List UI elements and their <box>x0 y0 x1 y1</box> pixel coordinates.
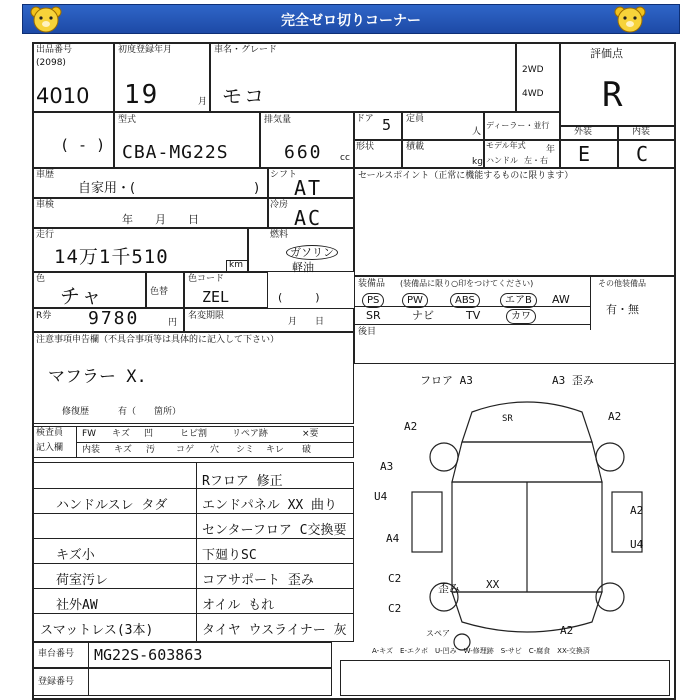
inspector-label2: 記入欄 <box>36 443 64 453</box>
displacement-label: 排気量 <box>264 115 292 125</box>
notes-row-line <box>32 513 354 514</box>
diag-label-13: A2 <box>560 624 574 637</box>
first-reg-value: 19 <box>124 80 160 110</box>
banner <box>22 4 680 34</box>
diag-label-6: A2 <box>630 504 644 517</box>
meishou-label: 名変期限 <box>188 311 225 321</box>
diag-label-4: A3 <box>380 460 394 473</box>
displacement-unit: cc <box>340 153 350 163</box>
interior-label: 内装 <box>632 127 651 137</box>
note-right-4: コアサポート 歪み <box>202 573 314 588</box>
inspector-int-kizu: キズ <box>114 445 132 455</box>
load-unit: kg <box>472 157 483 167</box>
equipment-row-line <box>354 324 590 325</box>
registration-label: 登録番号 <box>38 677 75 687</box>
diag-label-2: A2 <box>404 420 418 433</box>
wheel-front-left <box>430 443 458 471</box>
drive-2wd: 2WD <box>522 65 544 75</box>
equip-airbag: エアB <box>500 293 537 308</box>
usage-cell <box>32 168 268 198</box>
auction-sheet <box>32 42 676 700</box>
equipment-divider <box>590 276 591 330</box>
registration-divider <box>88 668 89 696</box>
inspector-burn: コゲ <box>176 445 195 455</box>
diagram-legend: A-キズ E-エクボ U-凹み W-修理跡 S-サビ C-腐食 XX-交換済 <box>372 647 590 655</box>
shift-label: シフト <box>270 170 298 180</box>
note-right-1: エンドパネル XX 曲り <box>202 498 338 513</box>
diag-label-8: U4 <box>630 538 644 551</box>
notes-title: 注意事項申告欄（不具合事項等は具体的に記入して下さい） <box>36 335 280 345</box>
equip-sr: SR <box>366 309 381 322</box>
dealer-stamp-cell <box>340 660 670 696</box>
car-hood-outline <box>462 402 592 442</box>
inspector-tear: 破 <box>302 445 312 455</box>
bear-mascot-icon <box>610 4 650 34</box>
grade-label: 評価点 <box>590 47 623 60</box>
note-left-6: スマットレス(3本) <box>40 623 154 638</box>
car-rear-outline <box>452 592 602 632</box>
drive-cell <box>516 42 560 112</box>
equip-tv: TV <box>466 309 481 322</box>
recycle-value: 9780 <box>88 308 140 329</box>
diag-label-12: C2 <box>388 602 402 615</box>
diag-label-10: 歪み <box>438 582 460 595</box>
color-code-label: 色コード <box>188 274 225 284</box>
diag-label-9: C2 <box>388 572 402 585</box>
mileage-value: 14万1千510 <box>54 246 169 268</box>
first-reg-label: 初度登録年月 <box>118 45 173 55</box>
inspector-dent: 凹 <box>144 429 154 439</box>
equip-abs: ABS <box>450 293 480 308</box>
equipment-row-line <box>354 306 590 307</box>
usage-value: 自家用・( <box>78 181 136 196</box>
inspector-replace: ×要 <box>302 429 319 439</box>
diag-label-1: A3 歪み <box>552 374 594 387</box>
lot-number: 4010 <box>36 84 90 108</box>
inspector-kizu: キズ <box>112 429 130 439</box>
wheel-front-right <box>596 443 624 471</box>
bear-mascot-icon <box>26 4 66 34</box>
selling-points-title: セールスポイント（正常に機能するものに限ります） <box>358 171 574 181</box>
inspector-label1: 検査員 <box>36 428 64 438</box>
car-windshield-outline <box>452 442 602 482</box>
year-unit: 年 <box>546 145 556 155</box>
load-label: 積載 <box>406 142 425 152</box>
notes-line1: マフラー X. <box>48 367 147 387</box>
diag-label-7: A4 <box>386 532 400 545</box>
grade-value: R <box>602 75 625 115</box>
type-label: 型式 <box>118 115 137 125</box>
selling-points-cell <box>354 168 676 276</box>
inspector-stain: シミ <box>236 445 255 455</box>
usage-label: 車歴 <box>36 170 55 180</box>
equip-pw: PW <box>402 293 428 308</box>
lot-label: 出品番号 <box>36 45 73 55</box>
color-label: 色 <box>36 274 46 284</box>
inspection-value: 年 月 日 <box>122 213 199 226</box>
chassis-label: 車台番号 <box>38 649 75 659</box>
doors-value: 5 <box>382 116 392 134</box>
note-right-0: Rフロア 修正 <box>202 474 283 489</box>
equipment-label: 装備品 <box>358 279 386 289</box>
note-right-5: オイル もれ <box>202 598 275 613</box>
inspector-hole: 穴 <box>210 445 220 455</box>
note-left-1: ハンドルスレ タダ <box>56 498 168 513</box>
inspector-repair: リペア跡 <box>232 429 268 439</box>
fuel-paren: ( ) <box>278 291 320 304</box>
handle-value: 左・右 <box>524 156 548 165</box>
model-label: 車名・グレード <box>214 45 278 55</box>
diag-label-11: XX <box>486 578 500 591</box>
note-left-3: キズ小 <box>56 548 95 563</box>
notes-row-line <box>32 488 354 489</box>
extras-label: その他装備品 <box>598 279 646 288</box>
note-left-5: 社外AW <box>56 598 98 613</box>
inspector-row-line <box>76 442 354 443</box>
diag-label-3: A2 <box>608 410 622 423</box>
color-change-label: 色替 <box>150 287 169 297</box>
inspector-fw: FW <box>82 429 97 439</box>
mileage-label: 走行 <box>36 230 55 240</box>
body-label: 形状 <box>356 142 375 152</box>
chassis-value: MG22S-603863 <box>94 646 203 664</box>
dealer-label: ディーラー・並行 <box>486 121 550 130</box>
ac-label: 冷房 <box>270 200 289 210</box>
notes-row-line <box>32 588 354 589</box>
car-damage-diagram <box>392 372 662 652</box>
fuel-value: ガソリン <box>286 245 338 260</box>
mileage-unit: km <box>229 260 243 270</box>
color-value: チャ <box>60 284 104 308</box>
equip-leather: カワ <box>506 309 536 324</box>
registration-cell <box>32 668 332 696</box>
note-right-6: タイヤ ウスライナー 灰 <box>202 623 347 638</box>
interior-value: C <box>636 142 651 166</box>
recycle-label: R券 <box>36 311 52 321</box>
ac-value: AC <box>294 206 323 230</box>
lot-sub: (2098) <box>36 58 66 68</box>
equipment-note: (装備品に限り○印をつけてください) <box>400 279 534 288</box>
inspector-interior: 内装 <box>82 445 101 455</box>
exterior-label: 外装 <box>574 127 593 137</box>
handle-label: ハンドル <box>486 156 518 165</box>
tires-label: 後目 <box>358 327 377 337</box>
extras-value: 有・無 <box>606 303 639 316</box>
repair-value: 有（ 箇所） <box>118 407 182 417</box>
note-left-4: 荷室汚レ <box>56 573 109 588</box>
note-right-3: 下廻りSC <box>202 548 257 563</box>
repair-label: 修復歴 <box>62 407 90 417</box>
model-year-label: モデル年式 <box>486 141 526 150</box>
equip-ps: PS <box>362 293 384 308</box>
type-value: CBA-MG22S <box>122 142 229 163</box>
door-left-outline <box>412 492 442 552</box>
inspection-label: 車検 <box>36 200 55 210</box>
displacement-value: 660 <box>284 142 323 163</box>
meishou-value: 月 日 <box>288 317 325 327</box>
blank-cell-mark: ( - ) <box>60 136 106 154</box>
fuel-label: 燃料 <box>270 230 289 240</box>
month-unit: 月 <box>198 97 208 107</box>
note-right-2: センターフロア C交換要 <box>202 523 347 538</box>
equip-aw: AW <box>552 293 570 306</box>
doors-label: ドア <box>356 114 374 124</box>
fuel-alt: 軽油 <box>292 261 314 274</box>
notes-row-line <box>32 538 354 539</box>
chassis-divider <box>88 642 89 668</box>
model-value: モコ <box>222 84 266 108</box>
color-code-value: ZEL <box>202 288 230 306</box>
inspection-notes-divider <box>196 462 197 642</box>
equip-navi: ナビ <box>412 309 434 322</box>
notes-row-line <box>32 563 354 564</box>
inspector-cut: キレ <box>266 445 284 455</box>
diag-label-15: SR <box>502 414 513 424</box>
drive-4wd: 4WD <box>522 89 544 99</box>
diag-label-0: フロア A3 <box>420 374 473 387</box>
banner-title: 完全ゼロ切りコーナー <box>281 13 421 29</box>
diag-label-5: U4 <box>374 490 388 503</box>
usage-close: ) <box>254 181 260 196</box>
inspector-dirt: 汚 <box>146 445 156 455</box>
inspector-divider <box>76 426 77 458</box>
capacity-unit: 人 <box>472 127 482 137</box>
shift-value: AT <box>294 176 323 200</box>
inspector-crack: ヒビ割 <box>180 429 208 439</box>
notes-row-line <box>32 613 354 614</box>
capacity-label: 定員 <box>406 114 425 124</box>
recycle-unit: 円 <box>168 318 178 328</box>
diag-label-14: スペア <box>426 629 450 638</box>
exterior-value: E <box>578 142 593 166</box>
